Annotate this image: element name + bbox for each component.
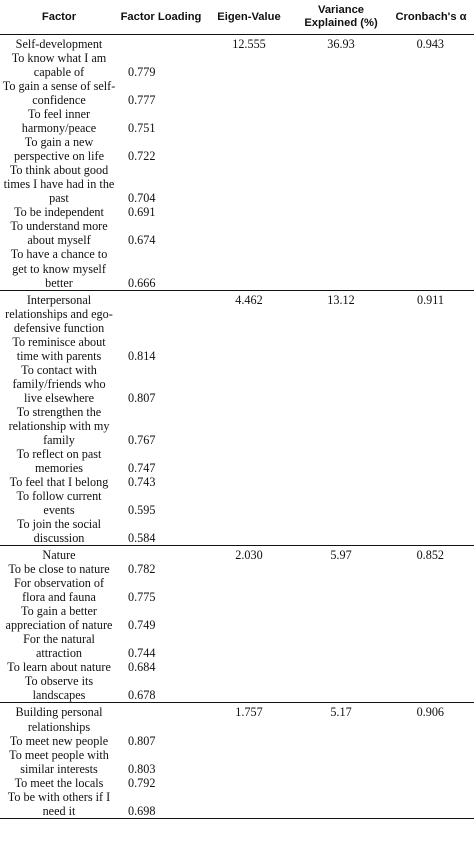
item-loading: 0.722 (128, 149, 156, 164)
item-label: To learn about nature (7, 660, 111, 675)
empty-cell (388, 247, 474, 290)
empty-cell (204, 517, 294, 546)
empty-cell (204, 335, 294, 363)
empty-cell (294, 447, 388, 475)
item-loading: 0.749 (128, 618, 156, 633)
header-cronbach-alpha: Cronbach's α (388, 0, 474, 35)
empty-cell (388, 107, 474, 135)
empty-cell (388, 219, 474, 247)
cronbach-alpha: 0.852 (388, 546, 474, 563)
item-row (0, 51, 474, 79)
empty-cell (204, 660, 294, 674)
item-loading: 0.744 (128, 646, 156, 661)
item-loading: 0.674 (128, 233, 156, 248)
empty-cell (204, 604, 294, 632)
header-eigen-value: Eigen-Value (204, 0, 294, 35)
item-row (0, 632, 474, 660)
item-label: For observation of flora and fauna (13, 576, 105, 605)
item-label: To meet new people (9, 733, 109, 748)
item-loading: 0.704 (128, 191, 156, 206)
item-label: To know what I am capable of (11, 51, 107, 80)
item-loading: 0.767 (128, 432, 156, 447)
empty-cell (204, 79, 294, 107)
empty-cell (204, 163, 294, 205)
empty-cell (388, 734, 474, 748)
factor-name: Self-development (15, 37, 103, 51)
item-row (0, 447, 474, 475)
item-label: To have a chance to get to know myself better (10, 247, 108, 290)
item-label: For the natural attraction (23, 632, 95, 661)
empty-cell (388, 748, 474, 776)
item-row (0, 205, 474, 219)
item-row (0, 489, 474, 517)
factor-group-row (0, 703, 474, 734)
empty-cell (294, 363, 388, 405)
item-loading: 0.595 (128, 503, 156, 518)
empty-cell (294, 205, 388, 219)
item-loading: 0.807 (128, 390, 156, 405)
header-variance-explained: Variance Explained (%) (294, 0, 388, 35)
item-label: To meet the locals (14, 775, 104, 790)
item-row (0, 576, 474, 604)
empty-cell (388, 790, 474, 819)
item-label: To observe its landscapes (24, 674, 94, 703)
factor-group-row (0, 35, 474, 52)
empty-cell (388, 604, 474, 632)
item-loading: 0.792 (128, 775, 156, 790)
item-loading: 0.666 (128, 275, 156, 290)
variance-explained: 5.17 (294, 703, 388, 734)
cronbach-alpha: 0.911 (388, 290, 474, 335)
item-loading: 0.807 (128, 733, 156, 748)
empty-cell (294, 335, 388, 363)
group-loading-empty (118, 290, 204, 335)
empty-cell (388, 163, 474, 205)
empty-cell (204, 475, 294, 489)
empty-cell (294, 247, 388, 290)
empty-cell (204, 734, 294, 748)
empty-cell (204, 51, 294, 79)
empty-cell (204, 776, 294, 790)
eigen-value: 2.030 (204, 546, 294, 563)
eigen-value: 12.555 (232, 37, 266, 51)
empty-cell (294, 219, 388, 247)
item-loading: 0.743 (128, 474, 156, 489)
variance-explained: 13.12 (294, 290, 388, 335)
empty-cell (388, 405, 474, 447)
item-label: To gain a sense of self-confidence (2, 79, 116, 108)
factor-name: Building personal relationships (0, 703, 118, 734)
item-row (0, 163, 474, 205)
empty-cell (204, 447, 294, 475)
empty-cell (388, 475, 474, 489)
item-loading: 0.775 (128, 590, 156, 605)
eigen-value: 4.462 (204, 290, 294, 335)
empty-cell (388, 335, 474, 363)
item-label: To think about good times I have had in the past (3, 163, 115, 206)
empty-cell (204, 790, 294, 819)
item-label: To strengthen the relationship with my family (8, 404, 110, 447)
empty-cell (294, 576, 388, 604)
item-loading: 0.698 (118, 790, 204, 819)
empty-cell (388, 632, 474, 660)
item-label: To be close to nature (8, 562, 110, 577)
cronbach-alpha: 0.906 (388, 703, 474, 734)
item-row (0, 79, 474, 107)
empty-cell (204, 107, 294, 135)
group-loading-empty (118, 703, 204, 734)
empty-cell (388, 489, 474, 517)
group-loading-empty (118, 546, 204, 563)
empty-cell (294, 163, 388, 205)
empty-cell (388, 576, 474, 604)
item-row (0, 135, 474, 163)
empty-cell (294, 517, 388, 546)
item-label: To feel inner harmony/peace (21, 107, 97, 136)
item-row (0, 335, 474, 363)
variance-explained: 36.93 (327, 37, 355, 51)
empty-cell (294, 604, 388, 632)
item-loading: 0.747 (128, 460, 156, 475)
empty-cell (204, 576, 294, 604)
item-row (0, 405, 474, 447)
empty-cell (204, 674, 294, 703)
empty-cell (388, 776, 474, 790)
empty-cell (294, 562, 388, 576)
empty-cell (204, 205, 294, 219)
empty-cell (388, 517, 474, 546)
empty-cell (294, 790, 388, 819)
factor-name: Nature (0, 546, 118, 563)
item-label: To gain a new perspective on life (13, 135, 104, 164)
empty-cell (294, 475, 388, 489)
header-row (0, 0, 474, 35)
empty-cell (204, 405, 294, 447)
empty-cell (204, 748, 294, 776)
empty-cell (388, 447, 474, 475)
empty-cell (294, 674, 388, 703)
empty-cell (294, 79, 388, 107)
empty-cell (294, 776, 388, 790)
empty-cell (204, 562, 294, 576)
item-loading: 0.782 (128, 562, 156, 577)
item-loading: 0.751 (128, 121, 156, 136)
table-body (0, 35, 474, 819)
empty-cell (388, 205, 474, 219)
empty-cell (204, 247, 294, 290)
item-label: To contact with family/friends who live elsewhere (12, 362, 106, 405)
item-row (0, 363, 474, 405)
item-loading: 0.684 (128, 660, 156, 675)
eigen-value: 1.757 (204, 703, 294, 734)
empty-cell (388, 79, 474, 107)
header-factor: Factor (0, 0, 118, 35)
item-loading: 0.691 (128, 205, 156, 220)
item-row (0, 776, 474, 790)
item-loading: 0.779 (128, 65, 156, 80)
empty-cell (388, 51, 474, 79)
item-label: To follow current events (16, 489, 102, 518)
empty-cell (204, 219, 294, 247)
empty-cell (388, 660, 474, 674)
item-label: To join the social discussion (16, 517, 102, 546)
factor-group-row (0, 290, 474, 335)
item-row (0, 107, 474, 135)
item-row (0, 660, 474, 674)
empty-cell (294, 632, 388, 660)
empty-cell (204, 489, 294, 517)
empty-cell (294, 660, 388, 674)
header-factor-loading: Factor Loading (118, 0, 204, 35)
empty-cell (294, 734, 388, 748)
factor-name: Interpersonal relationships and ego-defensive function (0, 290, 118, 335)
item-loading: 0.803 (128, 761, 156, 776)
variance-explained: 5.97 (294, 546, 388, 563)
item-row (0, 562, 474, 576)
empty-cell (294, 107, 388, 135)
item-row (0, 674, 474, 703)
item-row (0, 790, 474, 819)
empty-cell (294, 135, 388, 163)
empty-cell (294, 51, 388, 79)
item-label: To be independent (14, 205, 104, 220)
cronbach-alpha: 0.943 (416, 37, 444, 51)
empty-cell (294, 489, 388, 517)
group-loading-empty (118, 35, 204, 52)
item-row (0, 734, 474, 748)
empty-cell (388, 135, 474, 163)
item-loading: 0.814 (128, 348, 156, 363)
empty-cell (294, 405, 388, 447)
empty-cell (204, 363, 294, 405)
empty-cell (388, 674, 474, 703)
item-row (0, 475, 474, 489)
item-loading: 0.678 (128, 688, 156, 703)
item-loading: 0.777 (128, 93, 156, 108)
item-label: To gain a better appreciation of nature (5, 604, 113, 633)
item-row (0, 604, 474, 632)
empty-cell (388, 562, 474, 576)
item-label: To be with others if I need it (0, 790, 118, 819)
empty-cell (294, 748, 388, 776)
item-label: To understand more about myself (10, 219, 108, 248)
item-label: To reflect on past memories (16, 446, 102, 475)
item-loading: 0.584 (128, 531, 156, 546)
empty-cell (204, 632, 294, 660)
item-row (0, 219, 474, 247)
item-row (0, 748, 474, 776)
item-label: To feel that I belong (9, 474, 109, 489)
item-label: To meet people with similar interests (9, 747, 109, 776)
empty-cell (388, 363, 474, 405)
item-row (0, 247, 474, 290)
item-label: To reminisce about time with parents (12, 334, 106, 363)
factor-group-row (0, 546, 474, 563)
item-row (0, 517, 474, 546)
empty-cell (204, 135, 294, 163)
